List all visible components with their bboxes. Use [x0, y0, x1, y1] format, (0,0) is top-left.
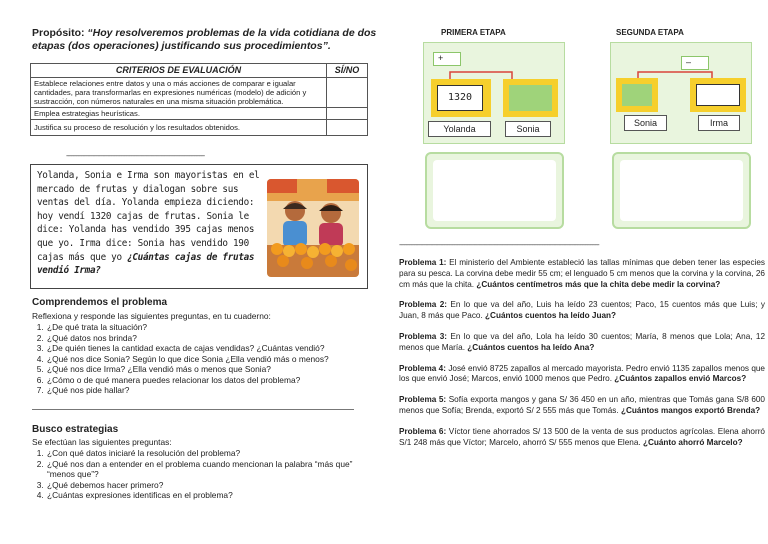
list-item: 4. ¿Cuántas expresiones identificas en el problema? — [46, 490, 381, 501]
problem-item — [399, 364, 765, 386]
first-stage-operator[interactable]: + — [433, 52, 461, 66]
table-row — [31, 78, 368, 108]
problem-question: ¿Cuántos zapallos envió Marcos? — [614, 374, 747, 384]
list-item: 2. ¿Qué nos dan a entender en el problema cuando mencionan la palabra “más que” “menos que”? — [46, 459, 381, 480]
problem-item — [399, 395, 765, 417]
name-sonia-second: Sonia — [624, 115, 667, 131]
purpose-text: “Hoy resolveremos problemas de la vida cotidiana de dos etapas (dos operaciones) justificando sus procedimientos”. — [32, 27, 377, 52]
criteria-check-cell[interactable] — [327, 120, 368, 136]
first-stage-value: 1320 — [437, 85, 483, 111]
problem-text: Sofía exporta mangos y gana S/ 36 450 en un año, mientras que Tomás gana S/8 600 menos que Sofía; Brenda, exportó S/ 2 555 más que Tomás. — [399, 395, 765, 415]
problem-question: ¿Cuánto ahorró Marcelo? — [642, 437, 743, 447]
first-stage-work-input[interactable] — [433, 160, 556, 221]
market-illustration — [267, 179, 359, 277]
list-item: 3. ¿De quién tienes la cantidad exacta de cajas vendidas? ¿Cuántas vendió? — [46, 343, 381, 354]
criteria-cell: Establece relaciones entre datos y una o más acciones de comparar e igualar cantidades, para transformarlas en expresiones numéricas (modelo) de adición y sustracción, con números naturales en una misma situación problemática. — [31, 78, 327, 108]
second-stage-title: SEGUNDA ETAPA — [616, 28, 684, 37]
problem-question: ¿Cuántos cuentos ha leído Juan? — [485, 311, 617, 321]
second-stage-green-left — [622, 84, 652, 106]
problem-label: Problema 2: — [399, 300, 447, 310]
list-item: 3. ¿Qué debemos hacer primero? — [46, 480, 381, 491]
problem-item — [399, 427, 765, 449]
list-item: 1. ¿De qué trata la situación? — [46, 322, 381, 333]
problem-question: ¿Cuántos mangos exportó Brenda? — [620, 405, 761, 415]
first-stage-answer-box[interactable] — [509, 85, 552, 111]
criteria-cell: Emplea estrategias heurísticas. — [31, 108, 327, 120]
table-row — [31, 120, 368, 136]
problem-question: ¿Cuántos centímetros más que la chita debe medir la corvina? — [476, 279, 721, 289]
problem-item — [399, 258, 765, 290]
problem-text: Víctor tiene ahorrados S/ 13 500 de la venta de sus productos agrícolas. Elena ahorró S/1 248 más que Víctor; Marcelo, ahorró S/ 555 menos que Elena. — [399, 426, 765, 447]
busco-list — [32, 448, 381, 501]
problems-list — [399, 258, 765, 458]
problem-text: En lo que va del año, Luis ha leído 23 cuentos; Paco, 15 cuentos más que Luis; y Juan, 8 más que Paco. — [399, 300, 765, 321]
problem-label: Problema 4: — [399, 363, 446, 373]
first-stage-title: PRIMERA ETAPA — [441, 28, 506, 37]
problem-text: José envió 8725 zapallos al mercado mayorista. Pedro envió 1135 zapallos menos que los que envió José; Marcos, envió 1000 menos que Pedro. — [399, 363, 765, 384]
second-stage-work-area — [612, 152, 751, 229]
criteria-yesno-header: SÍ/NO — [327, 64, 368, 78]
story-question: ¿Cuántas cajas de frutas vendió Irma? — [37, 251, 255, 277]
list-item: 1. ¿Con qué datos iniciaré la resolución del problema? — [46, 448, 381, 459]
second-stage-operator[interactable]: – — [681, 56, 709, 70]
criteria-table — [30, 63, 368, 136]
criteria-header: CRITERIOS DE EVALUACIÓN — [31, 64, 327, 78]
second-stage-work-input[interactable] — [620, 160, 743, 221]
busco-title: Busco estrategias — [32, 424, 119, 435]
story-text: Yolanda, Sonia e Irma son mayoristas en el mercado de frutas y dialogan sobre sus ventas del día. Yolanda empieza diciendo: hoy vendí 1320 cajas de frutas. Sonia le dice: Yolanda has vendido 395 cajas menos que yo. Irma dice: Sonia has vendido 190 cajas más que yo — [37, 170, 260, 263]
list-item: 2. ¿Qué datos nos brinda? — [46, 333, 381, 344]
problem-text: En lo que va del año, Lola ha leído 30 cuentos; María, 8 menos que Lola; Ana, 12 menos que María. — [399, 331, 766, 352]
problem-label: Problema 3: — [399, 331, 447, 341]
story-text-block — [37, 169, 269, 278]
purpose-label: Propósito: — [32, 27, 85, 39]
table-row — [31, 108, 368, 120]
name-irma: Irma — [698, 115, 740, 131]
story-box — [30, 164, 368, 289]
problem-item — [399, 332, 765, 354]
criteria-check-cell[interactable] — [327, 78, 368, 108]
problem-label: Problema 5: — [399, 395, 447, 405]
criteria-cell: Justifica su proceso de resolución y los resultados obtenidos. — [31, 120, 327, 136]
problems-separator: ------------------------------------------------------------------------------------------------------------------------ — [399, 240, 599, 249]
problem-question: ¿Cuántos cuentos ha leído Ana? — [467, 342, 595, 352]
section-divider — [32, 409, 354, 410]
problem-label: Problema 1: — [399, 258, 447, 267]
criteria-header-row — [31, 64, 368, 78]
name-yolanda: Yolanda — [428, 121, 491, 137]
comprendemos-title: Comprendemos el problema — [32, 297, 168, 308]
problem-text: El ministerio del Ambiente estableció las tallas mínimas que deben tener las especies para su pesca. La corvina debe medir 55 cm; el lenguado 5 cm menos que la corvina y la corvina, 26 cm más que la chita. — [399, 258, 766, 289]
first-stage-work-area — [425, 152, 564, 229]
list-item: 4. ¿Qué nos dice Sonia? Según lo que dice Sonia ¿Ella vendió más o menos? — [46, 354, 381, 365]
list-item: 6. ¿Cómo o de qué manera puedes relacionar los datos del problema? — [46, 375, 381, 386]
list-item: 5. ¿Qué nos dice Irma? ¿Ella vendió más o menos que Sonia? — [46, 364, 381, 375]
list-item: 7. ¿Qué nos pide hallar? — [46, 385, 381, 396]
problem-label: Problema 6: — [399, 426, 447, 436]
busco-intro: Se efectúan las siguientes preguntas: — [32, 437, 172, 447]
problem-item — [399, 300, 765, 322]
second-stage-answer-box[interactable] — [696, 84, 740, 106]
separator-dashes: ----------------------------------------------------------------------------------- — [66, 151, 205, 160]
purpose — [32, 27, 377, 53]
comprendemos-list — [32, 322, 381, 396]
comprendemos-intro: Reflexiona y responde las siguientes preguntas, en tu cuaderno: — [32, 311, 271, 321]
criteria-check-cell[interactable] — [327, 108, 368, 120]
name-sonia: Sonia — [505, 121, 551, 137]
